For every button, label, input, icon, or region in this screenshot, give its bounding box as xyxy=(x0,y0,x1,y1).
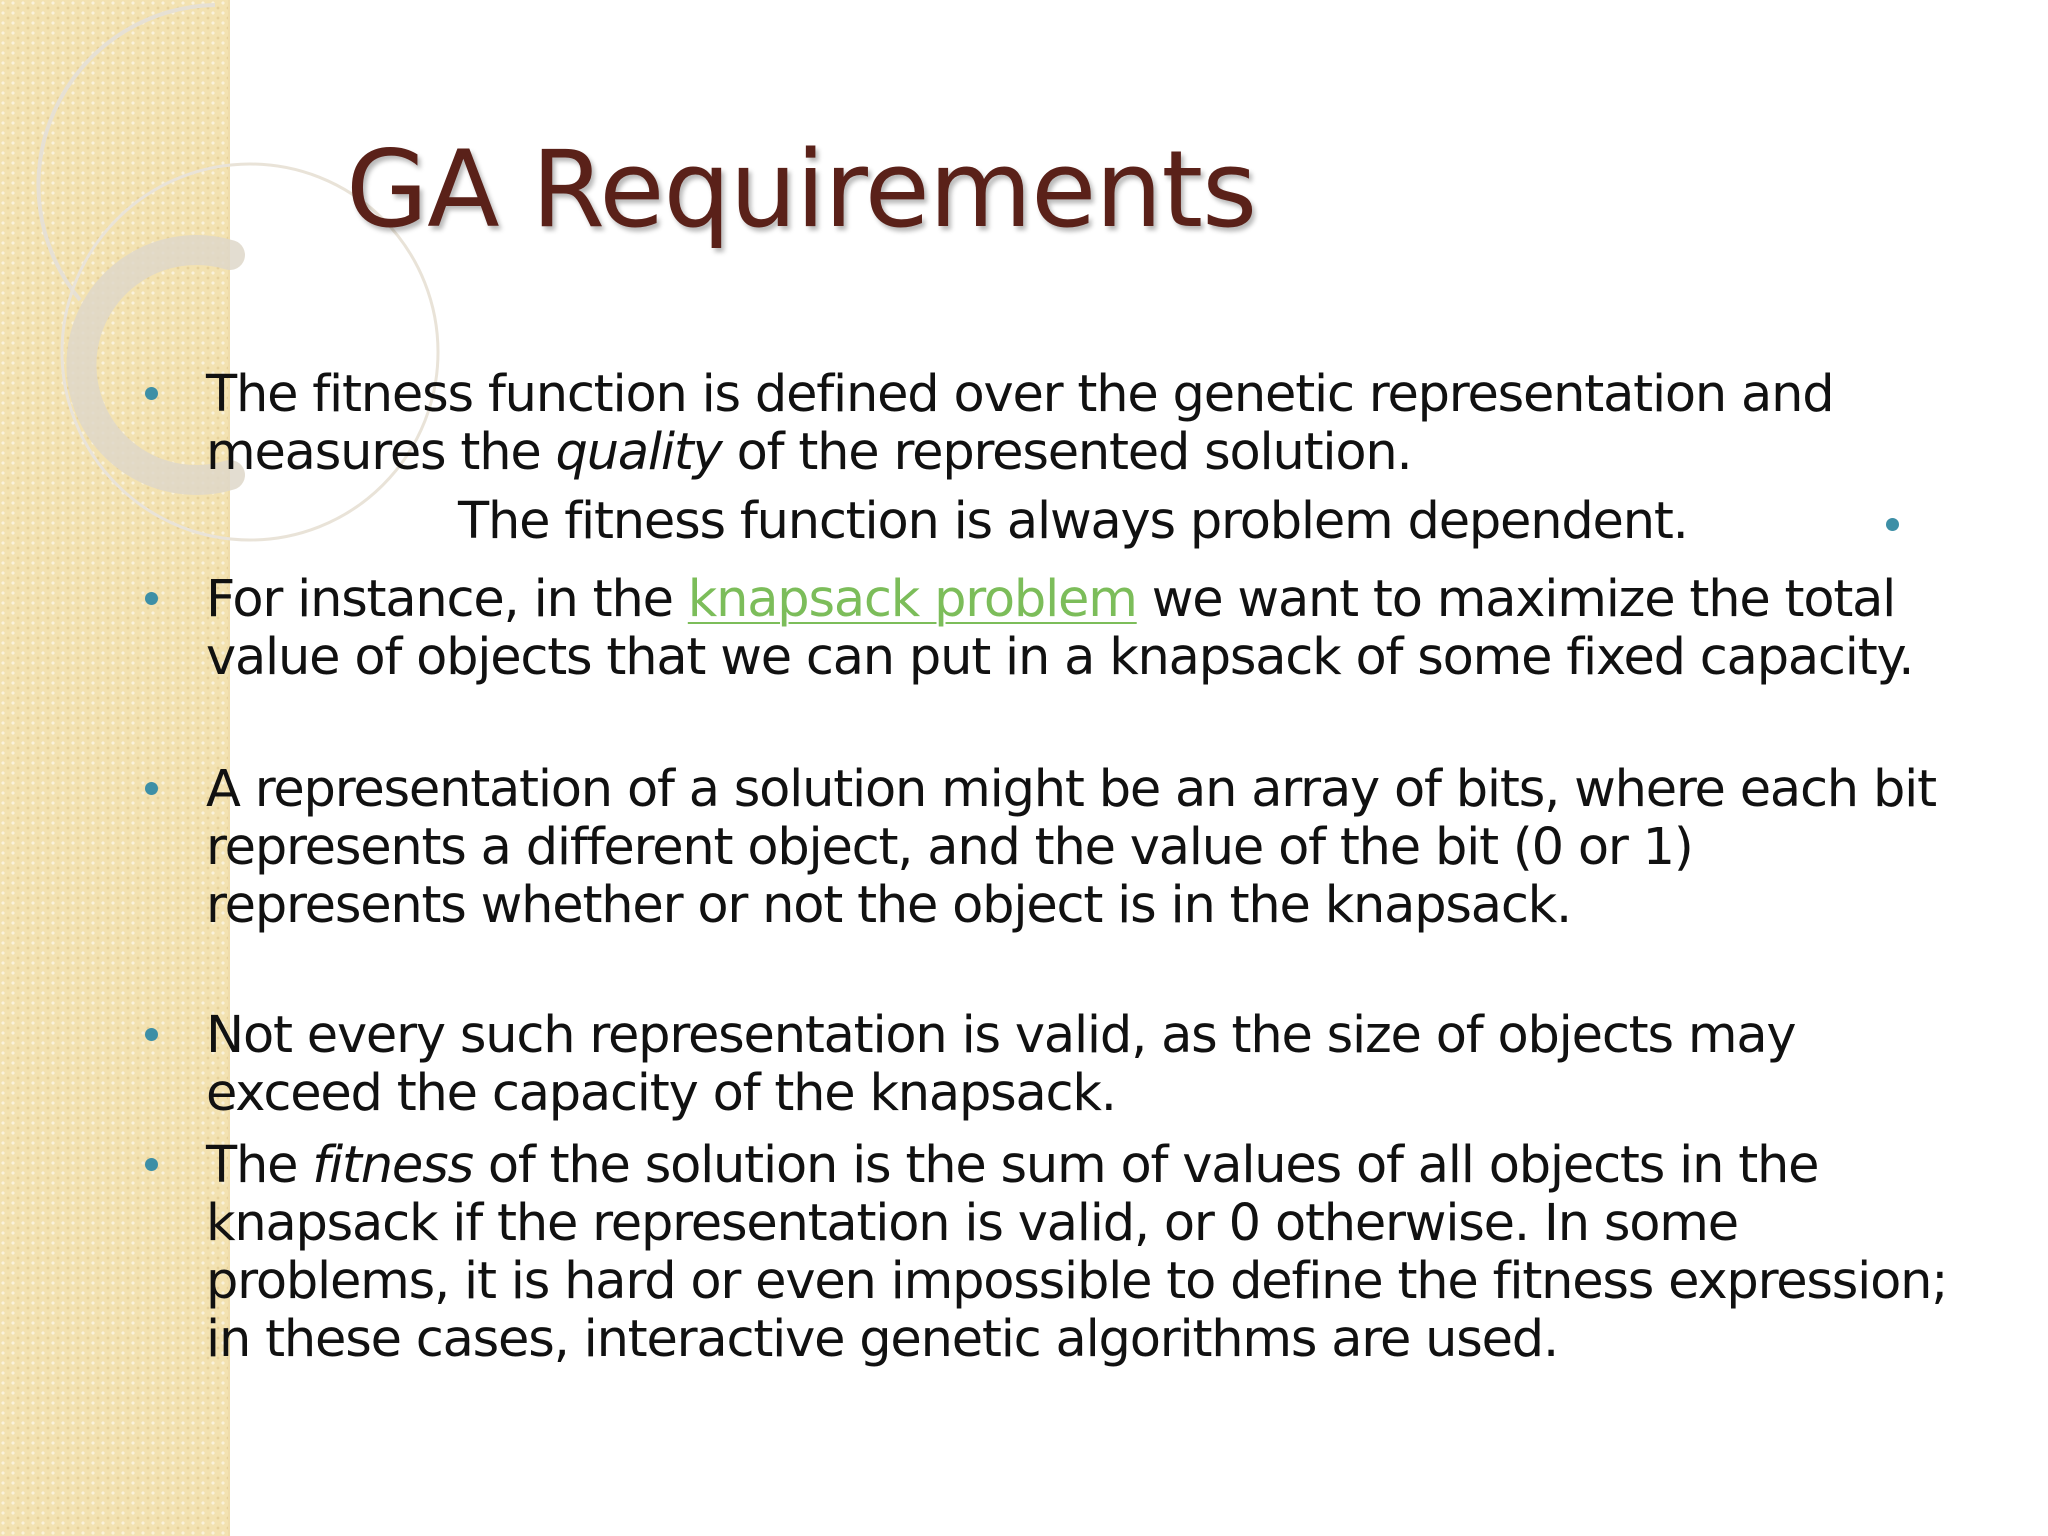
bullet-dot-icon xyxy=(145,782,158,795)
bullet-item-2: The fitness function is always problem dependent. xyxy=(458,492,1688,551)
bullet-dot-icon xyxy=(145,1028,158,1041)
bullet-item-4: A representation of a solution might be an array of bits, where each bit represents a different object, and the value of the bit (0 or 1) represents whether or not the object is in the knapsack. xyxy=(206,760,1936,935)
bullet-dot-icon xyxy=(145,592,158,605)
bullet-item-3: For instance, in the knapsack problem we want to maximize the total value of objects that we can put in a knapsack of some fixed capacity. xyxy=(206,570,1914,687)
bullet-item-6: The fitness of the solution is the sum of values of all objects in the knapsack if the representation is valid, or 0 otherwise. In some problems, it is hard or even impossible to define the fitness expression; in these cases, interactive genetic algorithms are used. xyxy=(206,1136,1948,1369)
bullet-dot-icon xyxy=(145,387,158,400)
slide-title: GA Requirements xyxy=(346,128,1257,251)
knapsack-problem-link[interactable]: knapsack problem xyxy=(687,570,1137,629)
bullet-item-5: Not every such representation is valid, as the size of objects may exceed the capacity of the knapsack. xyxy=(206,1006,1796,1123)
bullet-dot-icon xyxy=(145,1158,158,1171)
bullet-dot-icon xyxy=(1886,518,1899,531)
bullet-item-1: The fitness function is defined over the genetic representation and measures the quality of the represented solution. xyxy=(206,365,1834,482)
